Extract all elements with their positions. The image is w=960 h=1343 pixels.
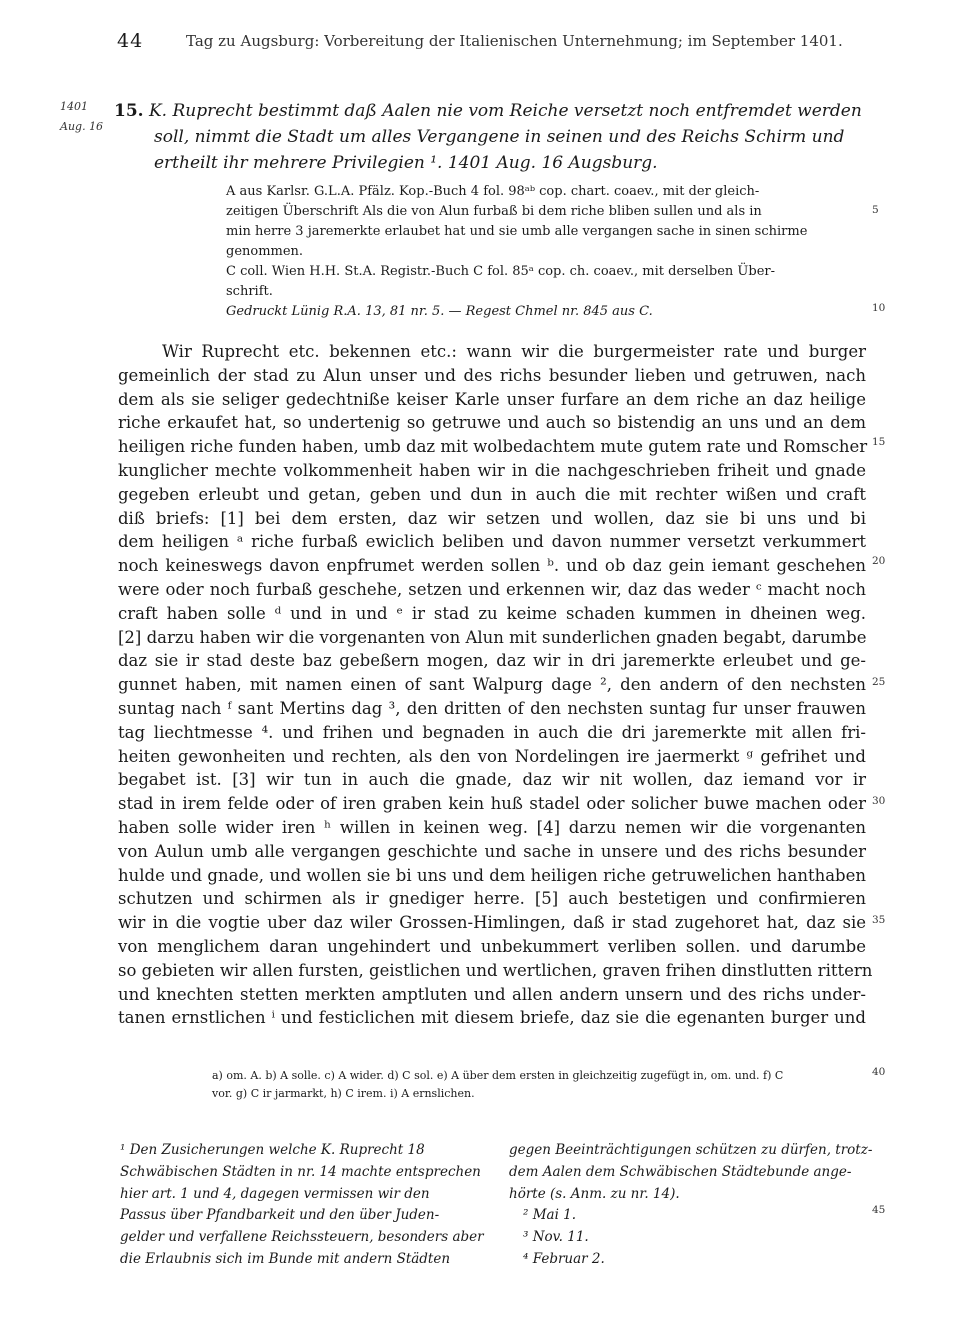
title-line-2: soll, nimmt die Stadt um alles Vergangene in seinen und des Reichs Schirm und (154, 127, 845, 147)
footnote-line: hörte (s. Anm. zu nr. 14). (509, 1185, 680, 1202)
text-line: so gebieten wir allen fursten, geistlichen und wertlichen, graven frihen dinstlutten rittern (118, 960, 873, 980)
text-line: craft haben solle ᵈ und in und ᵉ ir stad zu keime schaden kummen in dheinen weg. (118, 603, 866, 623)
text-line: tanen ernstlichen ⁱ und festiclichen mit diesem briefe, daz sie die egenanten burger und (118, 1008, 866, 1028)
apparatus-line: vor. g) C ir jarmarkt, h) C irem. i) A ernslichen. (212, 1087, 475, 1100)
text-line: diß briefs: [1] bei dem ersten, daz wir setzen und wollen, daz sie bi uns und bi (118, 508, 866, 528)
text-line: von menglichem daran ungehindert und unbekummert verliben sollen. und darumbe (118, 936, 866, 956)
apparatus-line: a) om. A. b) A solle. c) A wider. d) C sol. e) A über dem ersten in gleichzeitig zugefügt in, om. und. f) C (212, 1069, 784, 1082)
source-line: min herre 3 jaremerkte erlaubet hat und sie umb alle vergangen sache in sinen schirme (226, 224, 808, 239)
text-line: schutzen und schirmen als ir gnediger herre. [5] auch bestetigen und confirmieren (118, 889, 866, 909)
footnote-line: dem Aalen dem Schwäbischen Städtebunde ange- (509, 1163, 852, 1180)
title-line-1 (114, 101, 862, 121)
title-line-3: ertheilt ihr mehrere Privilegien ¹. 1401 Aug. 16 Augsburg. (154, 153, 658, 173)
line-number: 20 (872, 555, 886, 567)
footnote-line: ³ Nov. 11. (523, 1229, 589, 1246)
footnote-line: ² Mai 1. (523, 1207, 577, 1224)
line-number: 10 (872, 302, 886, 314)
text-line: hulde und gnade, und wollen sie bi uns und dem heiligen riche getruwelichen hanthaben (118, 865, 866, 885)
document-number: 15. (114, 101, 144, 121)
line-number: 45 (872, 1204, 886, 1216)
source-line: A aus Karlsr. G.L.A. Pfälz. Kop.-Buch 4 fol. 98ᵃᵇ cop. chart. coaev., mit der gleich- (226, 184, 760, 199)
text-line: dem als sie seliger gedechtniße keiser Karle unser furfare an dem riche an daz heilige (118, 389, 866, 409)
footnote-line: gelder und verfallene Reichssteuern, besonders aber (120, 1229, 484, 1246)
text-line: suntag nach ᶠ sant Mertins dag ³, den dritten of den nechsten suntag fur unser frauwen (118, 698, 866, 718)
text-line: [2] darzu haben wir die vorgenanten von Alun mit sunderlichen gnaden begabt, darumbe (118, 627, 867, 647)
text-line: heiligen riche funden haben, umb daz mit wolbedachtem mute gutem rate und Romscher (118, 437, 868, 457)
text-line: heiten gewonheiten und rechten, als den von Nordelingen ire jaermerkt ᵍ gefrihet und (118, 746, 866, 766)
line-number: 15 (872, 436, 886, 448)
page-number: 44 (117, 30, 144, 52)
text-line: gemeinlich der stad zu Alun unser und des richs besunder lieben und getruwen, nach (118, 365, 866, 385)
text-line: von Aulun umb alle vergangen geschichte und sache in unsere und des richs besunder (118, 841, 866, 861)
document-title (114, 98, 874, 176)
text-line: stad in irem felde oder of iren graben kein huß stadel oder solicher buwe machen oder (118, 794, 866, 814)
source-line: Gedruckt Lünig R.A. 13, 81 nr. 5. — Regest Chmel nr. 845 aus C. (226, 304, 653, 319)
text-line: Wir Ruprecht etc. bekennen etc.: wann wir die burgermeister rate und burger (162, 342, 866, 361)
text-line: tag liechtmesse ⁴. und frihen und begnaden in auch die dri jaremerkte mit allen fri- (118, 722, 866, 742)
running-head: Tag zu Augsburg: Vorbereitung der Italienischen Unternehmung; im September 1401. (186, 32, 843, 50)
footnote-line: Schwäbischen Städten in nr. 14 machte entsprechen (120, 1163, 481, 1180)
source-line: C coll. Wien H.H. St.A. Registr.-Buch C fol. 85ᵃ cop. ch. coaev., mit derselben Über- (226, 264, 776, 279)
text-line: begabet ist. [3] wir tun in auch die gnade, daz wir nit wollen, daz iemand vor ir (118, 770, 866, 790)
main-text (118, 340, 873, 1030)
margin-year: 1401 (60, 100, 88, 113)
text-line: gunnet haben, mit namen einen of sant Walpurg dage ², den andern of den nechsten (118, 675, 866, 695)
footnote-line: gegen Beeinträchtigungen schützen zu dürfen, trotz- (509, 1142, 873, 1158)
footnote-line: Passus über Pfandbarkeit und den über Juden- (120, 1207, 440, 1224)
line-number: 35 (872, 914, 886, 926)
text-line: kunglicher mechte volkommenheit haben wir in die nachgeschrieben friheit und gnade (118, 460, 866, 480)
critical-apparatus (212, 1067, 872, 1103)
source-line: zeitigen Überschrift Als die von Alun furbaß bi dem riche bliben sullen und als in (226, 204, 762, 219)
line-number: 30 (872, 795, 886, 807)
line-number: 5 (872, 204, 879, 216)
text-line: riche erkaufet hat, so undertenig so getruwe und auch so bistendig an uns und an dem (118, 413, 866, 433)
footnote-line: die Erlaubnis sich im Bunde mit andern Städten (120, 1250, 451, 1267)
title-text-1: K. Ruprecht bestimmt daß Aalen nie vom Reiche versetzt noch entfremdet werden (148, 101, 862, 121)
text-line: wir in die vogtie uber daz wiler Grossen-Himlingen, daß ir stad zugehoret hat, daz sie (118, 913, 866, 933)
footnote-line: ¹ Den Zusicherungen welche K. Ruprecht 18 (120, 1142, 425, 1158)
source-notes (226, 182, 866, 322)
margin-date: Aug. 16 (60, 120, 104, 133)
footnote-line: ⁴ Februar 2. (523, 1250, 605, 1267)
text-line: daz sie ir stad deste baz gebeßern mogen, daz wir in dri jaremerkte erleubet und ge- (118, 651, 866, 671)
line-number: 40 (872, 1066, 886, 1078)
text-line: und knechten stetten merkten amptluten und allen andern unsern und des richs under- (118, 984, 866, 1004)
text-line: noch keineswegs davon enpfrumet werden sollen ᵇ. und ob daz gein iemant geschehen (118, 556, 866, 576)
text-line: were oder noch furbaß geschehe, setzen und erkennen wir, daz das weder ᶜ macht noch (118, 579, 866, 599)
source-line: schrift. (226, 284, 273, 299)
source-line: genommen. (226, 244, 304, 259)
footnotes-left-column (120, 1140, 485, 1271)
footnotes-right-column (509, 1140, 873, 1271)
line-number: 25 (872, 676, 886, 688)
text-line: gegeben erleubt und getan, geben und dun in auch die mit rechter wißen und craft (118, 484, 866, 504)
text-line: dem heiligen ᵃ riche furbaß ewiclich beliben und davon nummer versetzt verkummert (118, 532, 866, 552)
footnote-line: hier art. 1 und 4, dagegen vermissen wir den (120, 1185, 430, 1202)
text-line: haben solle wider iren ʰ willen in keinen weg. [4] darzu nemen wir die vorgenanten (118, 817, 866, 837)
